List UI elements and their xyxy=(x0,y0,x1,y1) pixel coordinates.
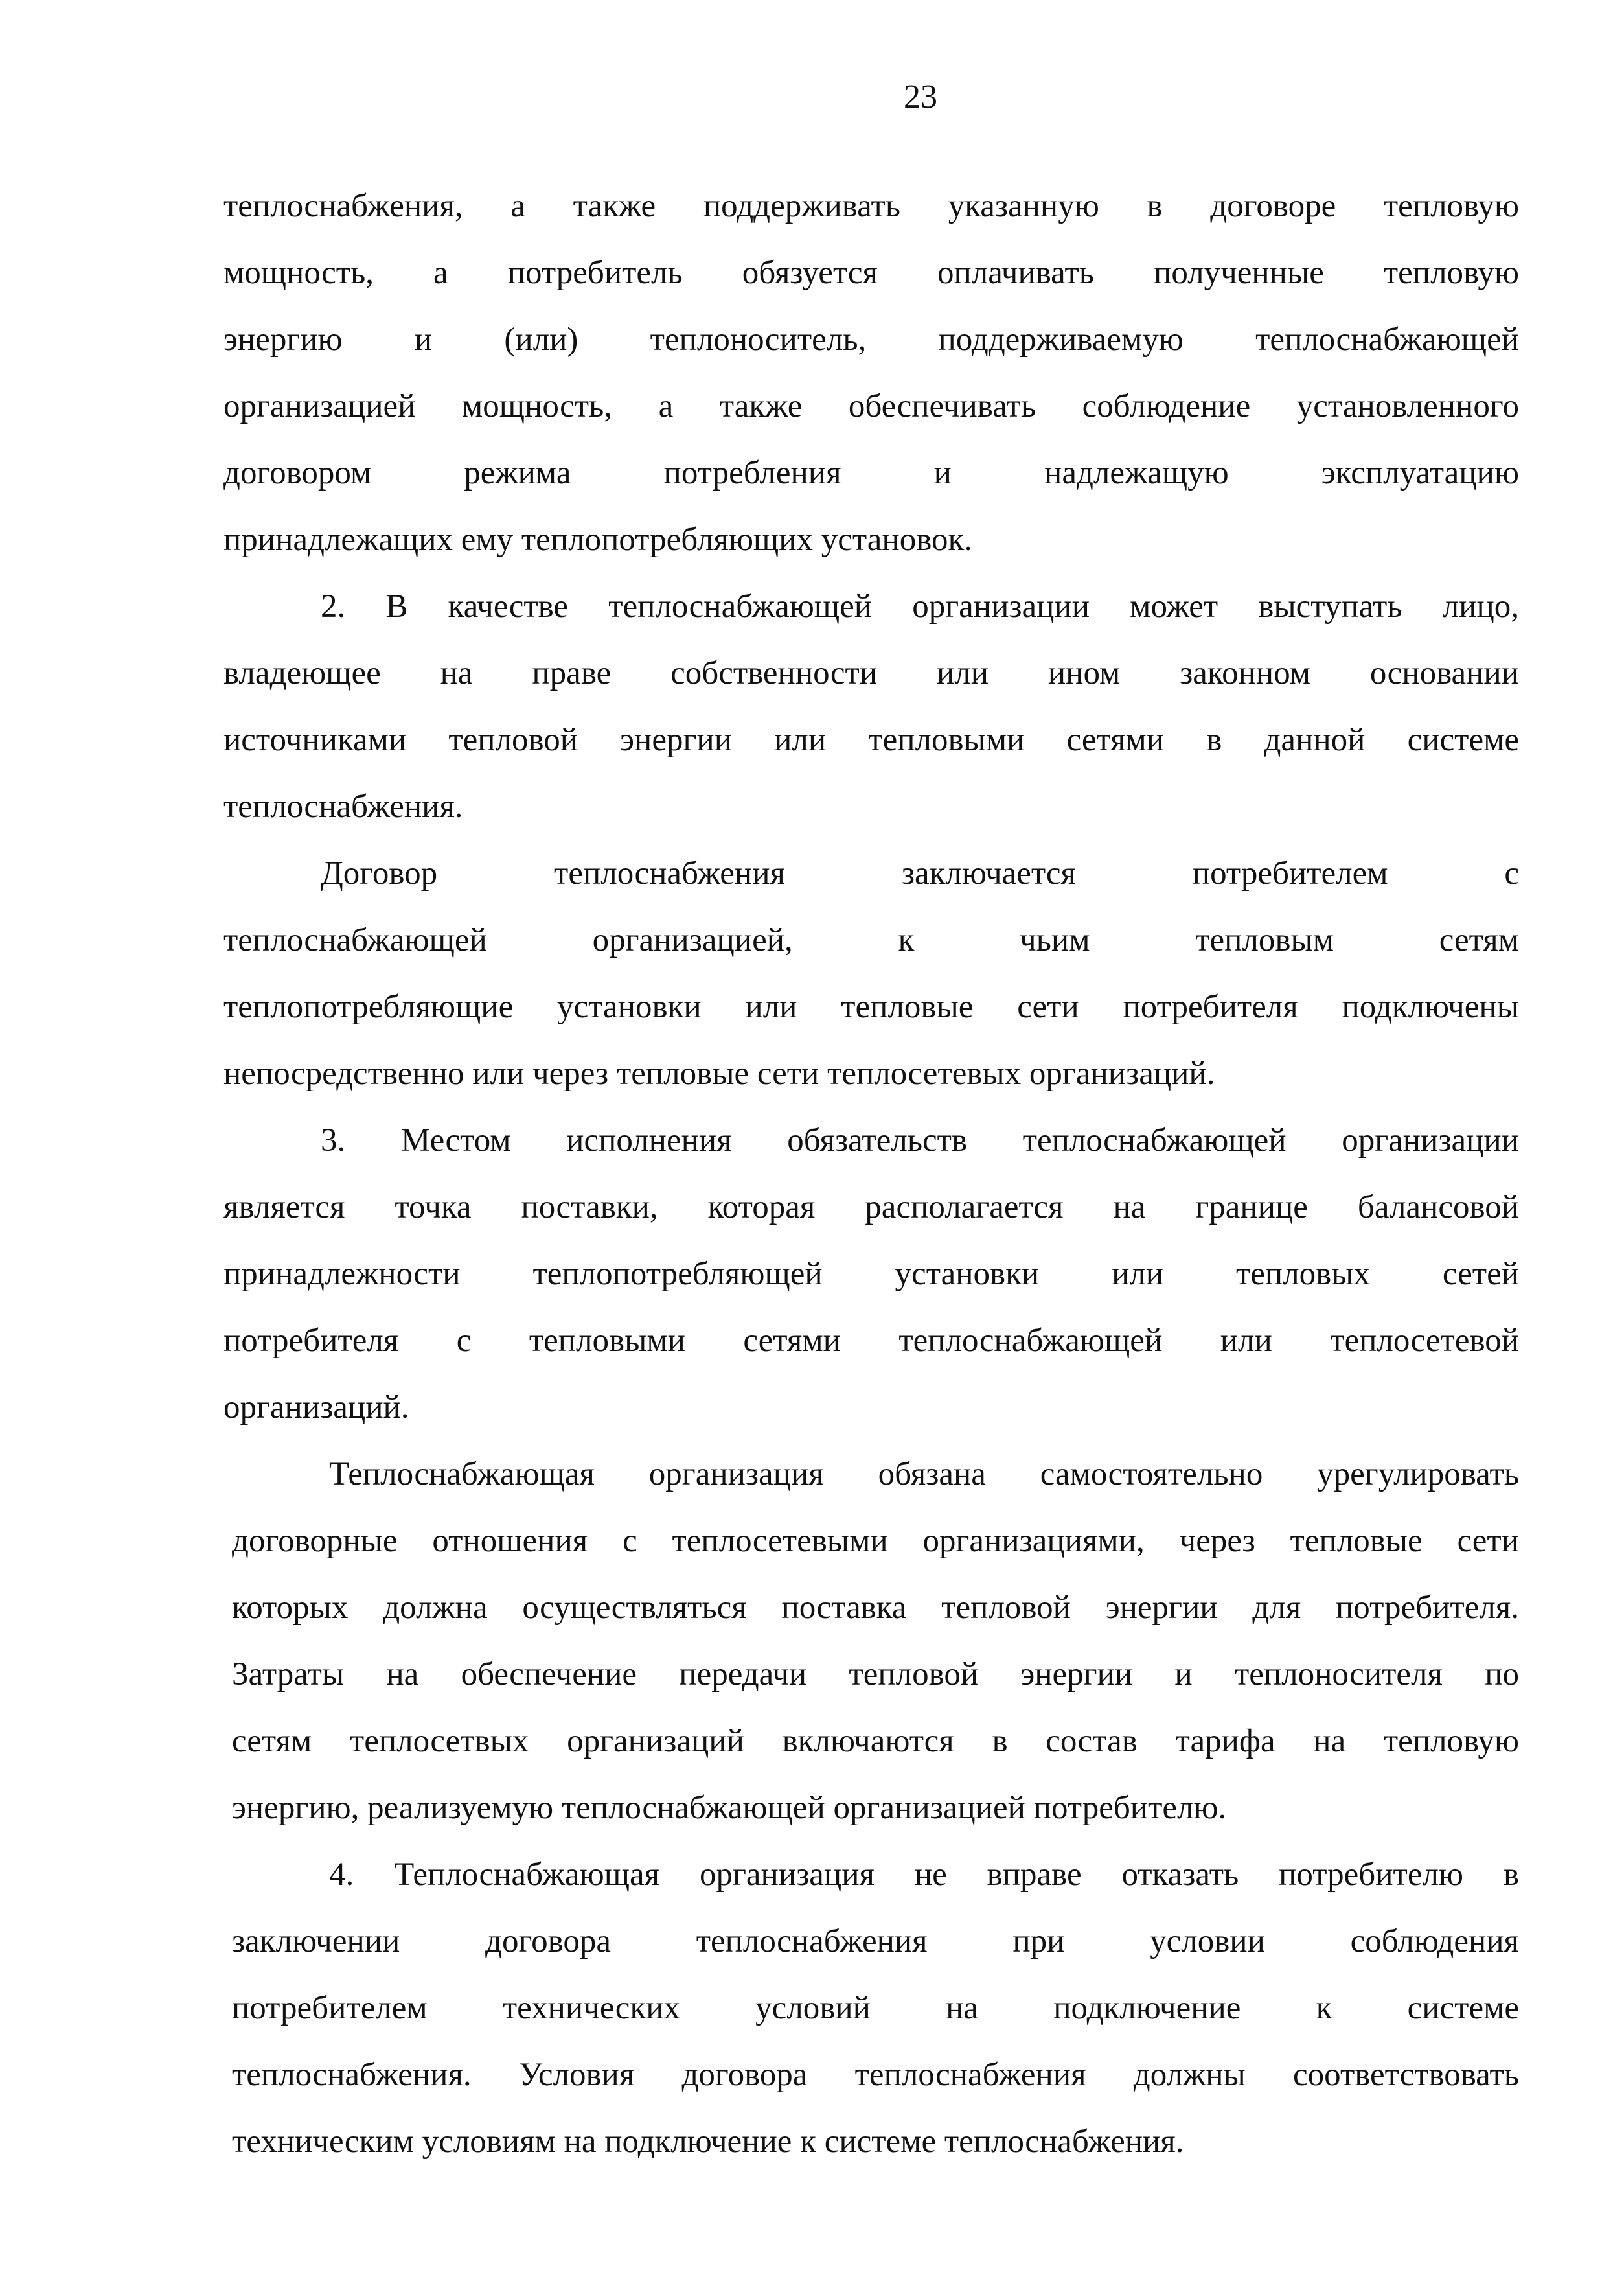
paragraph-5-line: сетям теплосетвых организаций включаются в состав тарифа на тепловую xyxy=(232,1723,1519,1759)
paragraph-3-line: Договор теплоснабжения заключается потребителем с xyxy=(321,855,1519,892)
paragraph-6-line: потребителем технических условий на подключение к системе xyxy=(232,1990,1519,2026)
paragraph-1-line: организацией мощность, а также обеспечивать соблюдение установленного xyxy=(223,388,1519,424)
paragraph-1-line: энергию и (или) теплоноситель, поддерживаемую теплоснабжающей xyxy=(223,321,1519,358)
paragraph-2-line: теплоснабжения. xyxy=(223,789,463,825)
paragraph-5-line: Затраты на обеспечение передачи тепловой энергии и теплоносителя по xyxy=(232,1656,1519,1693)
paragraph-1-line: теплоснабжения, а также поддерживать указанную в договоре тепловую xyxy=(223,188,1519,224)
paragraph-4-line: потребителя с тепловыми сетями теплоснабжающей или теплосетевой xyxy=(223,1323,1519,1359)
paragraph-1-line: договором режима потребления и надлежащую эксплуатацию xyxy=(223,455,1519,491)
paragraph-1-line: мощность, а потребитель обязуется оплачивать полученные тепловую xyxy=(223,255,1519,291)
paragraph-3-line: теплопотребляющие установки или тепловые сети потребителя подключены xyxy=(223,989,1519,1025)
paragraph-4-line: является точка поставки, которая располагается на границе балансовой xyxy=(223,1189,1519,1225)
paragraph-6-line: теплоснабжения. Условия договора теплоснабжения должны соответствовать xyxy=(232,2057,1519,2093)
paragraph-5-line: Теплоснабжающая организация обязана самостоятельно урегулировать xyxy=(329,1456,1519,1492)
paragraph-6-line: заключении договора теплоснабжения при условии соблюдения xyxy=(232,1923,1519,1959)
paragraph-4-line: принадлежности теплопотребляющей установки или тепловых сетей xyxy=(223,1256,1519,1292)
paragraph-4-line: организаций. xyxy=(223,1389,409,1426)
paragraph-5-line: которых должна осуществляться поставка тепловой энергии для потребителя. xyxy=(232,1589,1519,1626)
paragraph-2-line: владеющее на праве собственности или ином законном основании xyxy=(223,655,1519,691)
paragraph-1-line: принадлежащих ему теплопотребляющих установок. xyxy=(223,522,972,558)
page-number: 23 xyxy=(904,78,937,115)
paragraph-6-line: техническим условиям на подключение к системе теплоснабжения. xyxy=(232,2123,1184,2160)
paragraph-3-line: теплоснабжающей организацией, к чьим тепловым сетям xyxy=(223,922,1519,958)
paragraph-6-line: 4. Теплоснабжающая организация не вправе отказать потребителю в xyxy=(329,1856,1519,1893)
paragraph-5-line: энергию, реализуемую теплоснабжающей организацией потребителю. xyxy=(232,1790,1227,1826)
paragraph-5-line: договорные отношения с теплосетевыми организациями, через тепловые сети xyxy=(232,1523,1519,1559)
paragraph-3-line: непосредственно или через тепловые сети теплосетевых организаций. xyxy=(223,1056,1215,1092)
paragraph-2-line: источниками тепловой энергии или тепловыми сетями в данной системе xyxy=(223,722,1519,758)
paragraph-2-line: 2. В качестве теплоснабжающей организации может выступать лицо, xyxy=(321,588,1519,625)
paragraph-4-line: 3. Местом исполнения обязательств теплоснабжающей организации xyxy=(321,1122,1519,1159)
